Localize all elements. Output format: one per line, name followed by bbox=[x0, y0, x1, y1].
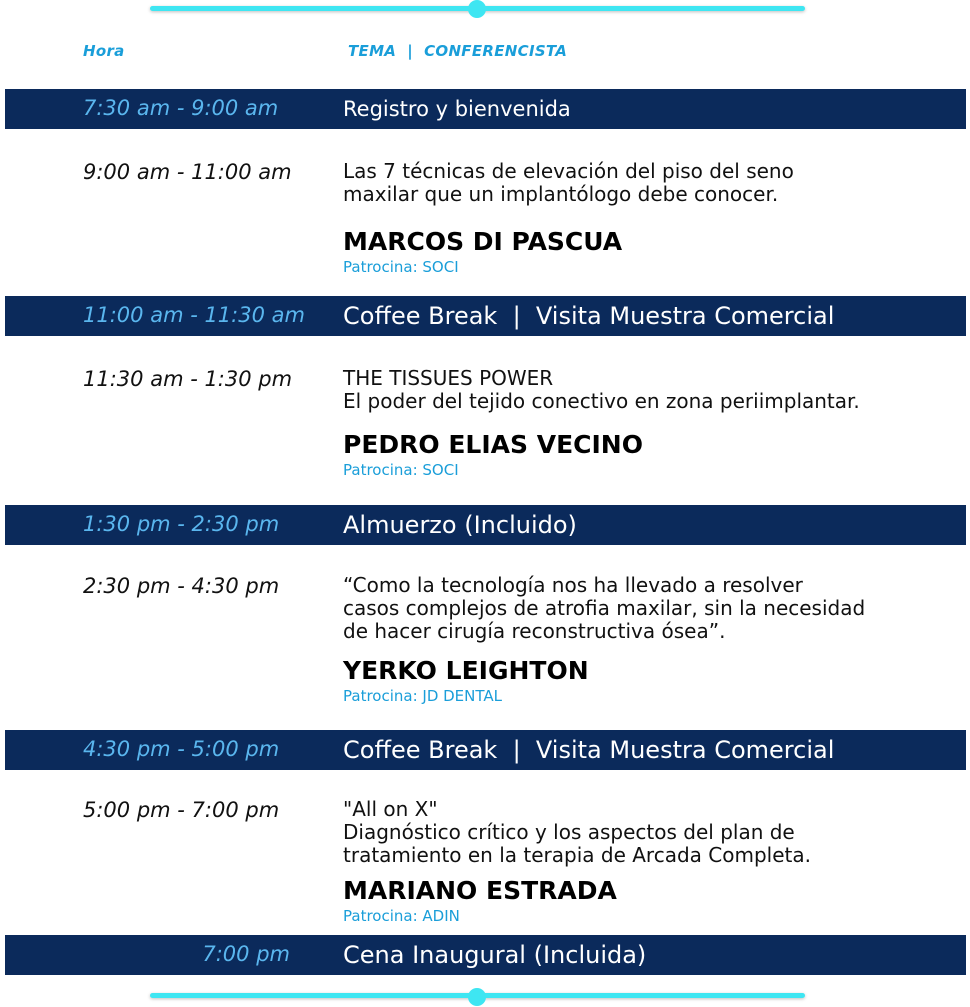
topic-line: de hacer cirugía reconstructiva ósea”. bbox=[343, 619, 726, 643]
topic-line: maxilar que un implantólogo debe conocer. bbox=[343, 182, 779, 206]
schedule-band bbox=[5, 505, 966, 545]
session-time: 11:30 am - 1:30 pm bbox=[83, 367, 293, 391]
sponsor-label: Patrocina: ADIN bbox=[343, 907, 460, 925]
topic-line: Diagnóstico crítico y los aspectos del plan de bbox=[343, 820, 795, 844]
schedule-band bbox=[5, 89, 966, 129]
topic-line: tratamiento en la terapia de Arcada Completa. bbox=[343, 843, 811, 867]
speaker-name: PEDRO ELIAS VECINO bbox=[343, 430, 643, 459]
band-time: 11:00 am - 11:30 am bbox=[83, 303, 305, 327]
schedule-band bbox=[5, 935, 966, 975]
band-title: Cena Inaugural (Incluida) bbox=[343, 941, 647, 969]
sponsor-label: Patrocina: JD DENTAL bbox=[343, 687, 503, 705]
topic-line: casos complejos de atrofia maxilar, sin la necesidad bbox=[343, 596, 866, 620]
session-time: 9:00 am - 11:00 am bbox=[83, 160, 292, 184]
band-title: Almuerzo (Incluido) bbox=[343, 511, 577, 539]
schedule-band bbox=[5, 730, 966, 770]
session-topic bbox=[343, 367, 860, 413]
session-topic bbox=[343, 574, 865, 643]
speaker-name: YERKO LEIGHTON bbox=[343, 656, 589, 685]
topic-column-header: TEMA | CONFERENCISTA bbox=[348, 42, 568, 60]
speaker-name: MARCOS DI PASCUA bbox=[343, 227, 623, 256]
band-time: 7:00 pm bbox=[202, 942, 290, 966]
topic-line: “Como la tecnología nos ha llevado a resolver bbox=[343, 573, 803, 597]
band-title: Coffee Break | Visita Muestra Comercial bbox=[343, 736, 835, 764]
band-title: Coffee Break | Visita Muestra Comercial bbox=[343, 302, 835, 330]
session-topic bbox=[343, 798, 811, 867]
topic-line: "All on X" bbox=[343, 797, 438, 821]
sponsor-label: Patrocina: SOCI bbox=[343, 258, 459, 276]
session-topic bbox=[343, 160, 794, 206]
hour-column-header: Hora bbox=[83, 42, 125, 60]
sponsor-label: Patrocina: SOCI bbox=[343, 461, 459, 479]
session-time: 2:30 pm - 4:30 pm bbox=[83, 574, 280, 598]
session-time: 5:00 pm - 7:00 pm bbox=[83, 798, 280, 822]
bottom-divider-dot bbox=[468, 988, 486, 1006]
topic-line: Las 7 técnicas de elevación del piso del seno bbox=[343, 159, 794, 183]
top-divider-dot bbox=[468, 0, 486, 18]
schedule-band bbox=[5, 296, 966, 336]
band-time: 7:30 am - 9:00 am bbox=[83, 96, 279, 120]
band-time: 1:30 pm - 2:30 pm bbox=[83, 512, 280, 536]
topic-line: THE TISSUES POWER bbox=[343, 366, 554, 390]
band-title: Registro y bienvenida bbox=[343, 97, 571, 121]
speaker-name: MARIANO ESTRADA bbox=[343, 876, 617, 905]
band-time: 4:30 pm - 5:00 pm bbox=[83, 737, 280, 761]
topic-line: El poder del tejido conectivo en zona periimplantar. bbox=[343, 389, 860, 413]
